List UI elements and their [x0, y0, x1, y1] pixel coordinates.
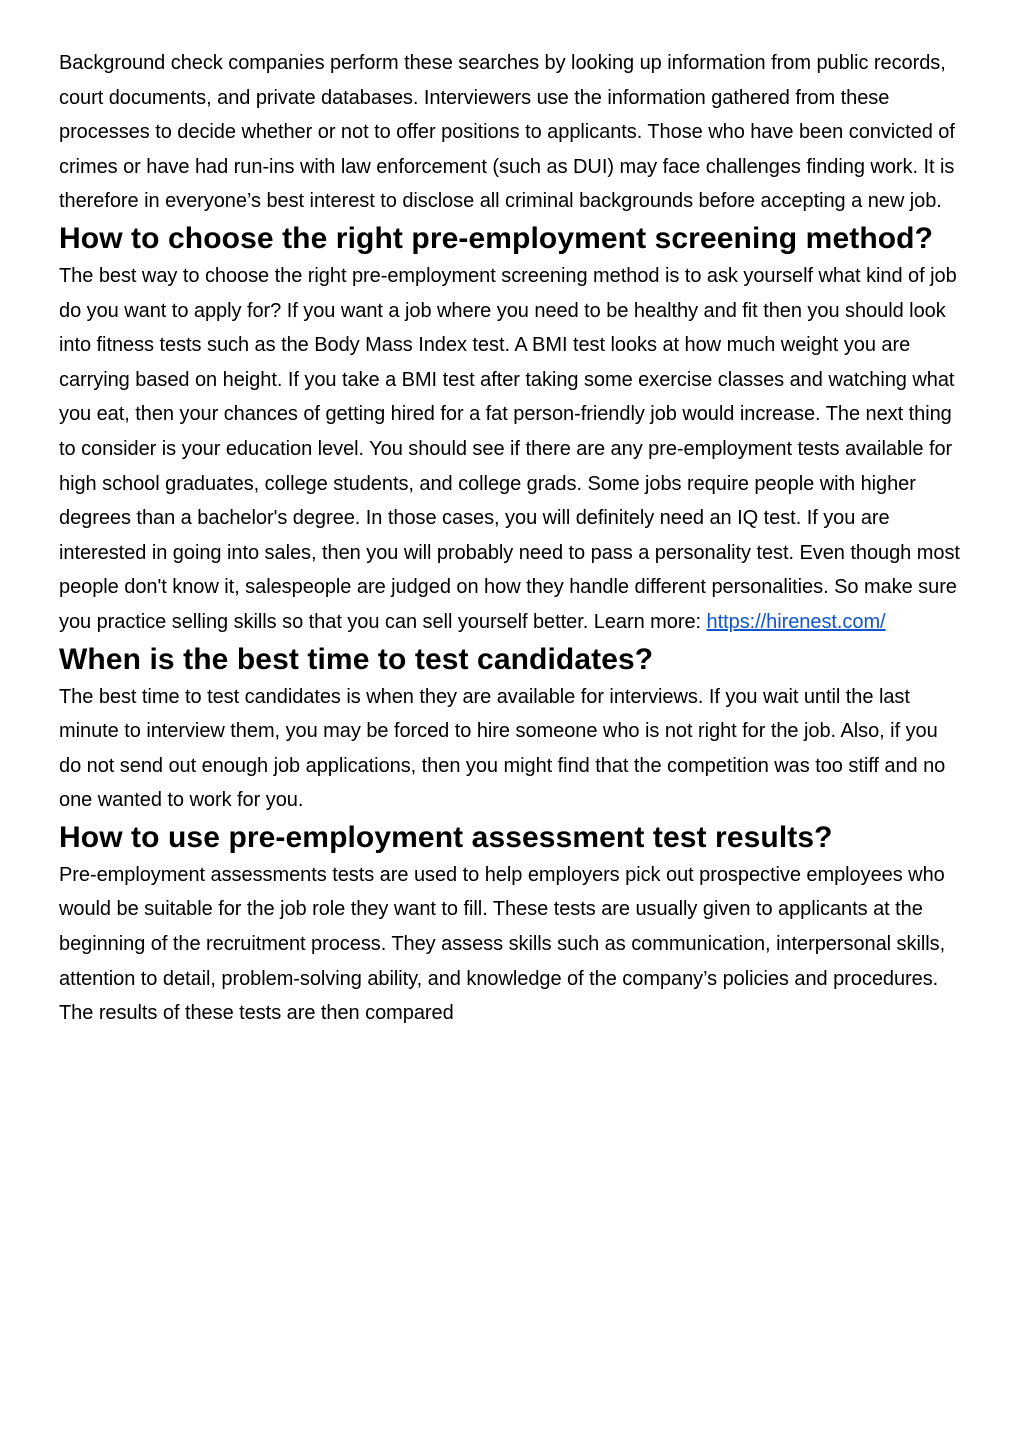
section-paragraph-best-time: The best time to test candidates is when they are available for interviews. If you wait until the last minute to interview them, you may be forced to hire someone who is not right for the job. Also, if you do not send out enough job applications, then you might find that the competition was too stiff and no one wanted to work for you.: [59, 685, 946, 812]
document-page: [59, 46, 964, 1031]
section-heading-best-time: When is the best time to test candidates?: [59, 642, 654, 676]
section-paragraph-choose-method: [59, 259, 964, 640]
section-paragraph-text: The best way to choose the right pre-employment screening method is to ask yourself what kind of job do you want to apply for? If you want a job where you need to be healthy and fit then you should look into fitness tests such as the Body Mass Index test. A BMI test looks at how much weight you are carrying based on height. If you take a BMI test after taking some exercise classes and watching what you eat, then your chances of getting hired for a fat person-friendly job would increase. The next thing to consider is your education level. You should see if there are any pre-employment tests available for high school graduates, college students, and college grads. Some jobs require people with higher degrees than a bachelor's degree. In those cases, you will definitely need an IQ test. If you are interested in going into sales, then you will probably need to pass a personality test. Even though most people don't know it, salespeople are judged on how they handle different personalities. So make sure you practice selling skills so that you can sell yourself better. Learn more:: [59, 264, 960, 633]
intro-paragraph: Background check companies perform these searches by looking up information from public records, court documents, and private databases. Interviewers use the information gathered from these processes to decide whether or not to offer positions to applicants. Those who have been convicted of crimes or have had run-ins with law enforcement (such as DUI) may face challenges finding work. It is therefore in everyone’s best interest to disclose all criminal backgrounds before accepting a new job.: [59, 52, 955, 213]
section-paragraph-use-results: Pre-employment assessments tests are used to help employers pick out prospective employees who would be suitable for the job role they want to fill. These tests are usually given to applicants at the beginning of the recruitment process. They assess skills such as communication, interpersonal skills, attention to detail, problem-solving ability, and knowledge of the company’s policies and procedures. The results of these tests are then compared: [59, 863, 946, 1025]
hirenest-link[interactable]: https://hirenest.com/: [706, 610, 886, 633]
section-heading-use-results: How to use pre-employment assessment test results?: [59, 820, 833, 854]
section-heading-choose-method: How to choose the right pre-employment screening method?: [59, 221, 934, 255]
